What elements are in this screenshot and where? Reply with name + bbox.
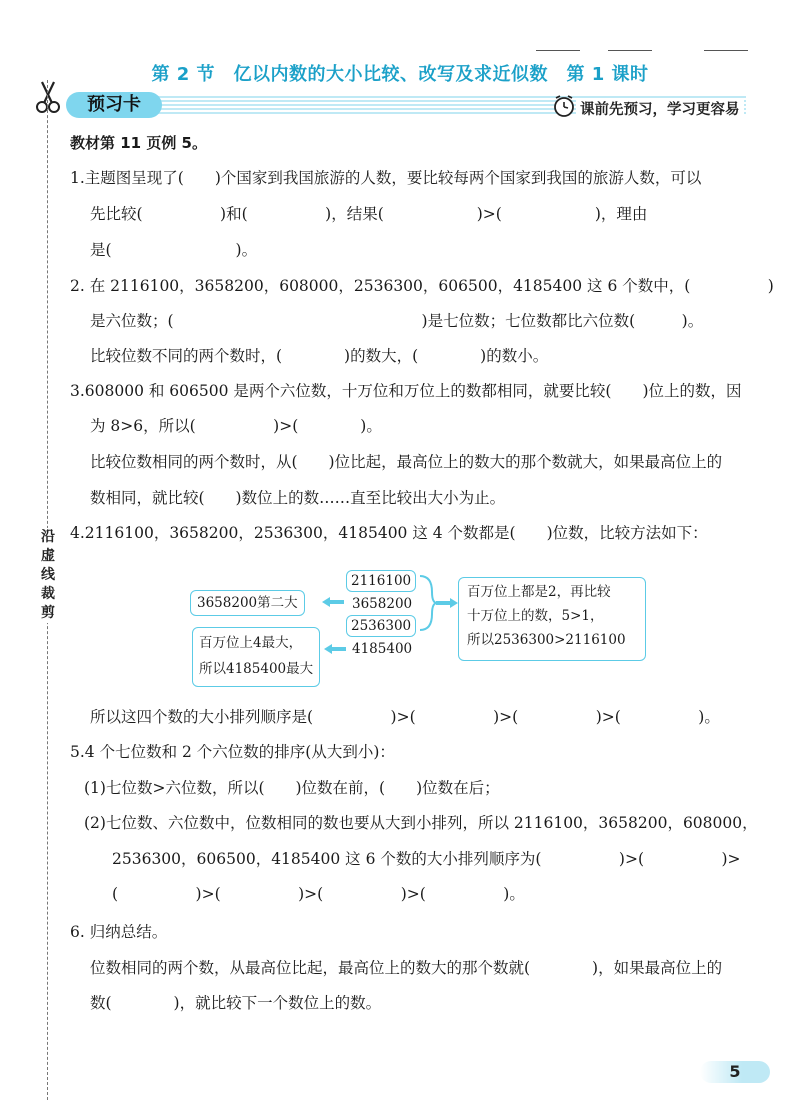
number-4185400: 4185400 [352, 641, 413, 657]
explanation-box [458, 577, 646, 661]
bracket-icon [418, 572, 438, 634]
explain-line-3: 所以2536300>2116100 [467, 632, 626, 648]
q1-line3: 是( )。 [90, 241, 258, 259]
q2-line3: 比较位数不同的两个数时，( )的数大，( )的数小。 [90, 347, 549, 365]
right-arrow-icon [436, 598, 458, 608]
q3-line4: 数相同，就比较( )数位上的数……直至比较出大小为止。 [90, 489, 506, 507]
millions-line-2: 所以4185400最大 [199, 661, 314, 677]
q5-line3: (2)七位数、六位数中，位数相同的数也要从大到小排列，所以 2116100，3658200，608000， [84, 814, 758, 832]
q2-line2: 是六位数；( )是七位数；七位数都比六位数( )。 [90, 312, 704, 330]
section-title: 第 2 节 亿以内数的大小比较、改写及求近似数 第 1 课时 [151, 64, 649, 85]
header-blank-3 [704, 50, 748, 51]
number-box-2536300: 2536300 [346, 615, 416, 637]
q5-line1: 5.4 个七位数和 2 个六位数的排序(从大到小)： [70, 743, 395, 761]
left-arrow-icon [322, 597, 344, 607]
q4-line1: 4.2116100，3658200，2536300，4185400 这 4 个数都是( )位数，比较方法如下： [70, 524, 708, 542]
q6-line3: 数( )，就比较下一个数位上的数。 [90, 994, 382, 1012]
header-blank-2 [608, 50, 652, 51]
q4-conclusion: 所以这四个数的大小排列顺序是( )>( )>( )>( )。 [90, 708, 720, 726]
q1-line1: 1.主题图呈现了( )个国家到我国旅游的人数，要比较每两个国家到我国的旅游人数，可以 [70, 169, 702, 187]
tagline: 课前先预习，学习更容易 [576, 98, 744, 119]
scissors-icon [35, 80, 61, 114]
header-blank-1 [536, 50, 580, 51]
q3-line2: 为 8>6，所以( )>( )。 [90, 417, 382, 435]
q5-line5: ( )>( )>( )>( )。 [112, 885, 525, 903]
number-3658200: 3658200 [352, 596, 413, 612]
q3-line1: 3.608000 和 606500 是两个六位数，十万位和万位上的数都相同，就要比较( )位上的数，因 [70, 382, 742, 400]
explain-line-2: 十万位上的数，5>1， [467, 608, 604, 624]
largest-box [192, 627, 320, 687]
second-largest-box: 3658200第二大 [190, 590, 305, 616]
alarm-clock-icon [552, 94, 576, 118]
q5-line4: 2536300，606500，4185400 这 6 个数的大小排列顺序为( )>( )> [112, 850, 741, 868]
number-box-2116100: 2116100 [346, 570, 416, 592]
q1-line2: 先比较( )和( )，结果( )>( )，理由 [90, 205, 648, 223]
q6-line1: 6. 归纳总结。 [70, 923, 168, 941]
textbook-reference: 教材第 11 页例 5。 [70, 134, 207, 152]
millions-line-1: 百万位上4最大， [199, 635, 303, 651]
left-arrow-icon [324, 644, 346, 654]
q6-line2: 位数相同的两个数，从最高位比起，最高位上的数大的那个数就( )，如果最高位上的 [90, 959, 723, 977]
preview-card-label: 预习卡 [66, 92, 162, 118]
cut-label: 沿虚线裁剪 [38, 528, 58, 623]
q3-line3: 比较位数相同的两个数时，从( )位比起，最高位上的数大的那个数就大，如果最高位上的 [90, 453, 723, 471]
q5-line2: (1)七位数>六位数，所以( )位数在前，( )位数在后； [84, 779, 500, 797]
explain-line-1: 百万位上都是2，再比较 [467, 584, 611, 600]
q2-line1: 2. 在 2116100，3658200，608000，2536300，606500，4185400 这 6 个数中，( ) [70, 277, 774, 295]
page-number: 5 [700, 1061, 770, 1083]
